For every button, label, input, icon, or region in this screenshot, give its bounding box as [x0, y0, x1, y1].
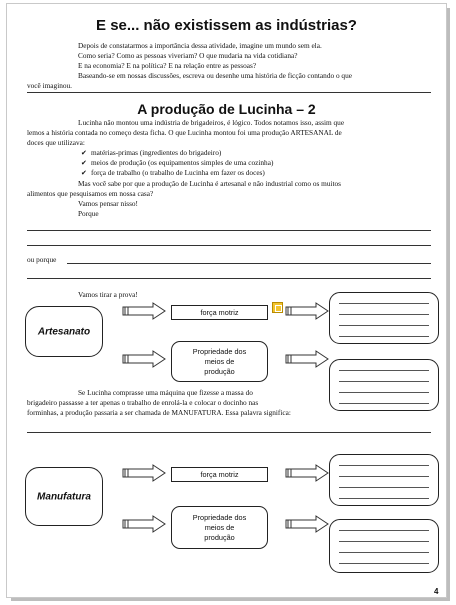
heading-industries: E se... não existissem as indústrias?	[96, 17, 357, 34]
checklist-item	[81, 158, 273, 168]
para2-line-4: Porque	[78, 209, 99, 218]
divider	[27, 92, 431, 93]
answer-line[interactable]	[27, 432, 431, 433]
para3-line-3: forminhas, a produção passaria a ser chamada de MANUFATURA. Essa palavra significa:	[27, 408, 291, 417]
propriedade-line: Propriedade dos	[192, 346, 247, 356]
forca-motriz-label: força motriz	[200, 307, 239, 317]
propriedade-line: Propriedade dos	[192, 512, 247, 522]
para2-line-3: Vamos pensar nisso!	[78, 199, 138, 208]
intro-line-5: você imaginou.	[27, 81, 72, 90]
checklist-text: meios de produção (os equipamentos simples de uma cozinha)	[91, 158, 274, 167]
propriedade-box	[171, 506, 268, 549]
prova-text: Vamos tirar a prova!	[78, 290, 138, 299]
answer-line[interactable]	[67, 263, 431, 264]
page-number: 4	[434, 587, 439, 596]
arrow-icon	[285, 515, 330, 533]
arrow-icon	[122, 464, 167, 482]
para1-line-3: doces que utilizava:	[27, 138, 85, 147]
propriedade-line: meios de	[204, 356, 235, 366]
checklist-text: força de trabalho (o trabalho de Lucinha em fazer os doces)	[91, 168, 265, 177]
forca-motriz-label: força motriz	[200, 469, 239, 479]
answer-box[interactable]	[329, 359, 439, 411]
answer-box[interactable]	[329, 454, 439, 506]
propriedade-line: produção	[204, 366, 235, 376]
answer-line[interactable]	[27, 278, 431, 279]
intro-line-3: E na economia? E na política? E na relação entre as pessoas?	[78, 61, 257, 70]
checklist-text: matérias-primas (ingredientes do brigadeiro)	[91, 148, 222, 157]
arrow-icon	[122, 350, 167, 368]
artesanato-box	[25, 306, 103, 357]
manufatura-label: Manufatura	[37, 491, 91, 502]
propriedade-label	[172, 513, 267, 543]
propriedade-line: produção	[204, 532, 235, 542]
check-icon: ✔	[81, 159, 87, 167]
answer-line[interactable]	[27, 230, 431, 231]
propriedade-label	[172, 347, 267, 377]
worksheet-page	[6, 3, 447, 598]
arrow-icon	[122, 515, 167, 533]
ou-porque-label: ou porque	[27, 255, 57, 264]
arrow-icon	[285, 350, 330, 368]
comment-note-icon[interactable]	[272, 302, 283, 313]
intro-line-2: Como seria? Como as pessoas viveriam? O que mudaria na vida cotidiana?	[78, 51, 298, 60]
para1-line-2: lemos a história contada no começo desta ficha. O que Lucinha montou foi uma produção ARTESANAL de	[27, 128, 342, 137]
arrow-icon	[285, 464, 330, 482]
para2-line-2: alimentos que pesquisamos em nossa casa?	[27, 189, 154, 198]
intro-line-1: Depois de constatarmos a importância dessa atividade, imagine um mundo sem ela.	[78, 41, 322, 50]
forca-motriz-box	[171, 305, 268, 320]
forca-motriz-box	[171, 467, 268, 482]
checklist-item	[81, 148, 221, 158]
para3-line-2: brigadeiro passasse a ter apenas o trabalho de enrolá-la e colocar o docinho nas	[27, 398, 259, 407]
check-icon: ✔	[81, 149, 87, 157]
answer-box[interactable]	[329, 292, 439, 344]
arrow-icon	[122, 302, 167, 320]
intro-line-4: Baseando-se em nossas discussões, escreva ou desenhe uma história de ficção contando o que	[78, 71, 352, 80]
para1-line-1: Lucinha não montou uma indústria de brigadeiros, é lógico. Todos notamos isso, assim que	[78, 118, 345, 127]
heading-lucinha: A produção de Lucinha – 2	[137, 101, 316, 117]
check-icon: ✔	[81, 169, 87, 177]
arrow-icon	[285, 302, 330, 320]
answer-line[interactable]	[27, 245, 431, 246]
artesanato-label: Artesanato	[37, 326, 91, 337]
checklist-item	[81, 168, 265, 178]
answer-box[interactable]	[329, 519, 439, 573]
manufatura-box	[25, 467, 103, 526]
propriedade-box	[171, 341, 268, 382]
para2-line-1: Mas você sabe por que a produção de Lucinha é artesanal e não industrial como os muitos	[78, 179, 342, 188]
propriedade-line: meios de	[204, 522, 235, 532]
para3-line-1: Se Lucinha comprasse uma máquina que fizesse a massa do	[78, 388, 253, 397]
